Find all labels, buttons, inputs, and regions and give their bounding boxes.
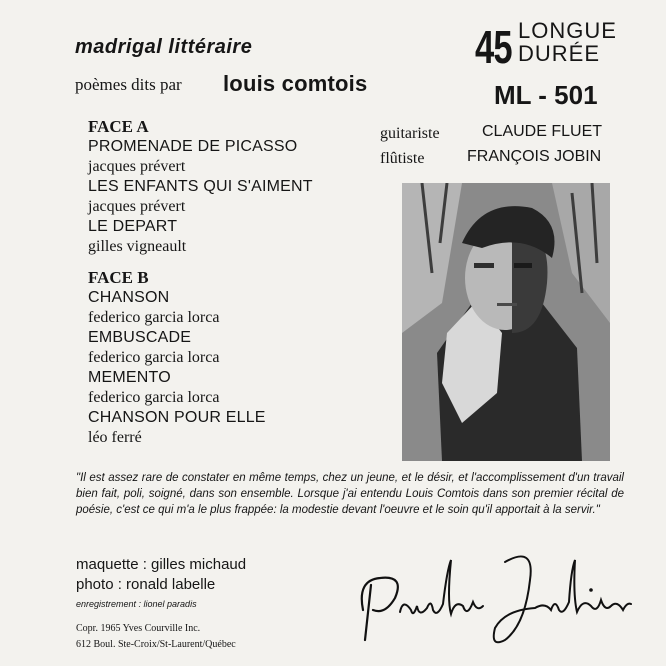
track-title: LE DEPART bbox=[88, 218, 178, 235]
track-author: jacques prévert bbox=[88, 158, 186, 175]
quote-paragraph: "Il est assez rare de constater en même temps, chez un jeune, et le désir, et l'accomplissement d'un travail bien fait, poli, soigné, dans son ensemble. Lorsque j'ai entendu Louis Comtois dans son premier récital de poésie, c'est ce qui m'a le plus frappée: la modestie devant l'oeuvre et le soin qu'il apportait à la servir." bbox=[76, 472, 624, 517]
portrait-illustration bbox=[402, 183, 610, 461]
speed-number: 45 bbox=[475, 21, 512, 73]
copyright-line-2: 612 Boul. Ste-Croix/St-Laurent/Québec bbox=[76, 639, 236, 650]
track-title: CHANSON bbox=[88, 289, 170, 306]
track-author: federico garcia lorca bbox=[88, 309, 220, 326]
format-line-2: DURÉE bbox=[518, 41, 601, 66]
musician-role: guitariste bbox=[380, 125, 440, 142]
musician-name: FRANÇOIS JOBIN bbox=[467, 148, 602, 165]
track-author: federico garcia lorca bbox=[88, 349, 220, 366]
design-credit: maquette : gilles michaud bbox=[76, 556, 247, 573]
track-author: federico garcia lorca bbox=[88, 389, 220, 406]
track-title: PROMENADE DE PICASSO bbox=[88, 138, 298, 155]
track-title: MEMENTO bbox=[88, 369, 171, 386]
format-line-1: LONGUE bbox=[518, 18, 617, 43]
signature-graphic bbox=[355, 540, 635, 650]
series-title: madrigal littéraire bbox=[75, 36, 253, 58]
track-author: léo ferré bbox=[88, 429, 142, 446]
recording-credit: enregistrement : lionel paradis bbox=[76, 599, 197, 609]
track-author: jacques prévert bbox=[88, 198, 186, 215]
subtitle-prefix: poèmes dits par bbox=[75, 75, 182, 94]
performer-name: louis comtois bbox=[223, 71, 368, 96]
track-author: gilles vigneault bbox=[88, 238, 187, 255]
musician-role: flûtiste bbox=[380, 150, 425, 167]
track-list bbox=[88, 117, 313, 448]
performer-photo bbox=[402, 183, 610, 461]
face-b-label: FACE B bbox=[88, 268, 149, 287]
copyright-line-1: Copr. 1965 Yves Courville Inc. bbox=[76, 623, 201, 634]
handwritten-signature bbox=[355, 540, 635, 650]
track-title: LES ENFANTS QUI S'AIMENT bbox=[88, 178, 313, 195]
photo-credit: photo : ronald labelle bbox=[76, 576, 216, 593]
musician-name: CLAUDE FLUET bbox=[482, 123, 603, 140]
catalog-number: ML - 501 bbox=[494, 80, 598, 110]
track-title: EMBUSCADE bbox=[88, 329, 192, 346]
track-title: CHANSON POUR ELLE bbox=[88, 409, 266, 426]
face-a-label: FACE A bbox=[88, 117, 149, 136]
